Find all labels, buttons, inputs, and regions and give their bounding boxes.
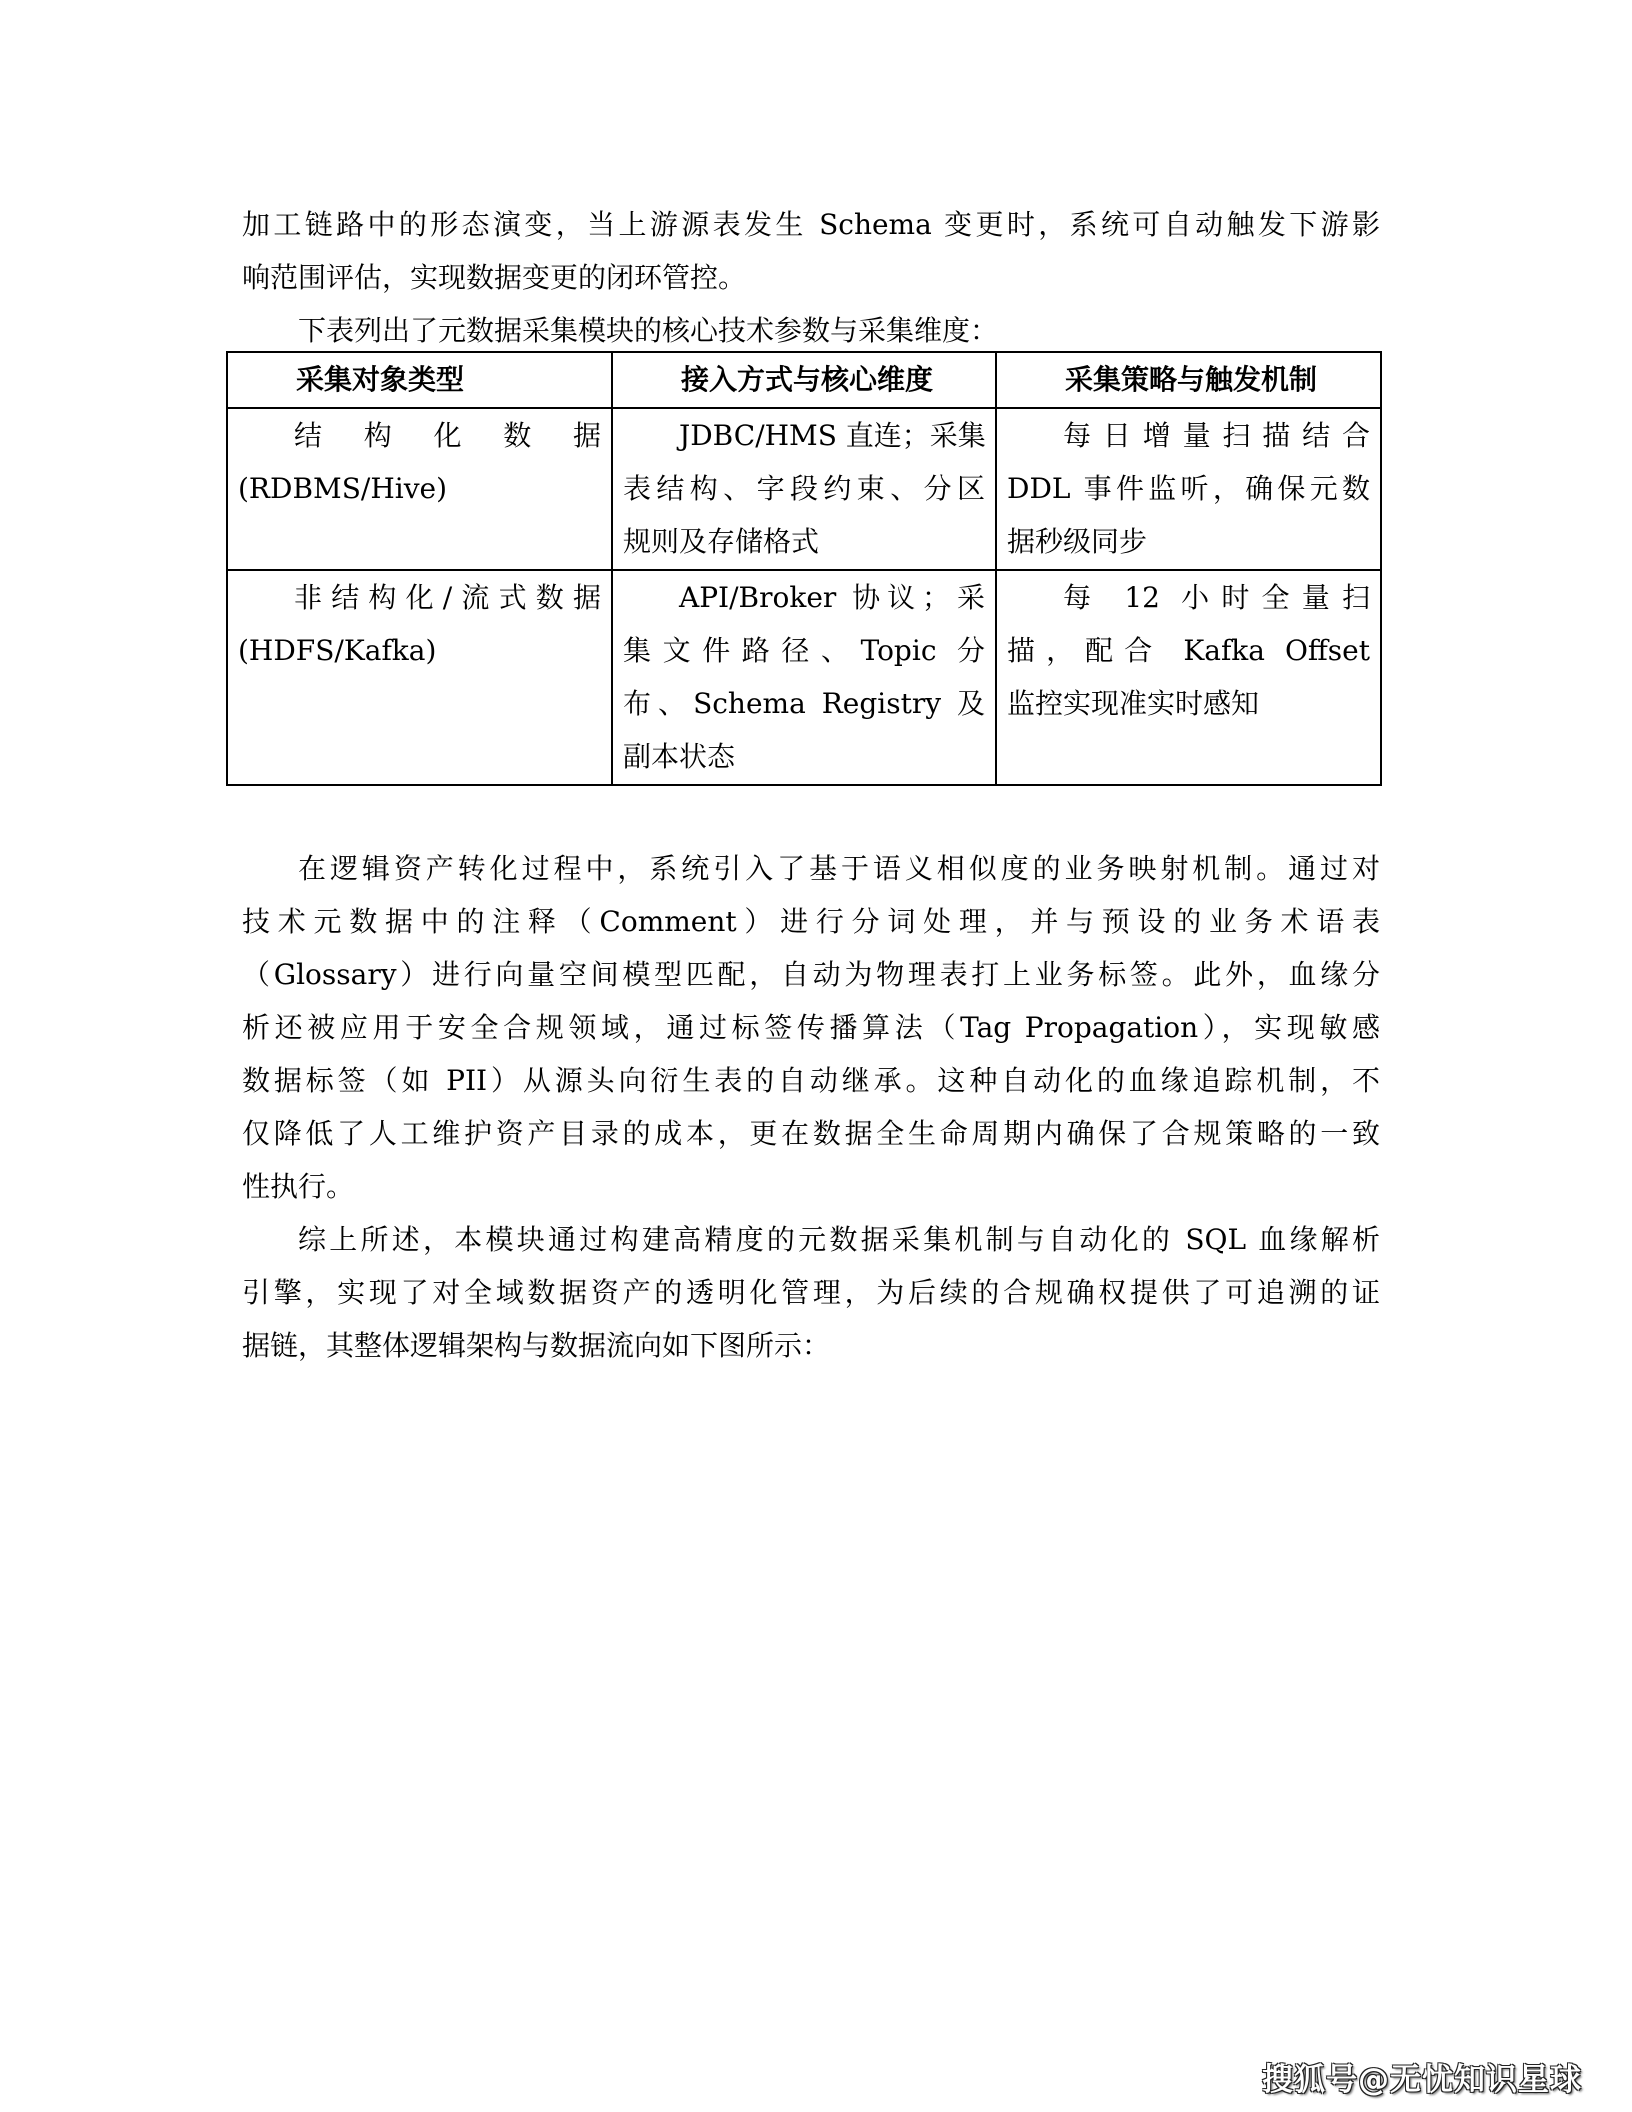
paragraph-line: 响范围评估，实现数据变更的闭环管控。 [242,261,747,294]
metadata-collection-table [226,351,1382,786]
paragraph-line: 仅降低了人工维护资产目录的成本，更在数据全生命周期内确保了合规策略的一致 [242,1117,1380,1150]
cell-line: 据秒级同步 [1007,525,1148,558]
cell-line: 每 12 小时全量扫 [1063,581,1370,614]
paragraph-summary [242,1213,1380,1372]
paragraph-line: 综上所述，本模块通过构建高精度的元数据采集机制与自动化的 SQL 血缘解析 [298,1223,1380,1256]
cell-object-type [227,570,612,785]
header-object-type: 采集对象类型 [227,352,612,408]
paragraph-line: 加工链路中的形态演变，当上游源表发生 Schema 变更时，系统可自动触发下游影 [242,208,1380,241]
cell-line: (RDBMS/Hive) [238,472,448,505]
paragraph-line: 析还被应用于安全合规领域，通过标签传播算法（Tag Propagation），实现敏感 [242,1011,1380,1044]
cell-strategy [996,408,1381,570]
table-row [227,570,1381,785]
cell-line: 结 构 化 数 据 [294,419,601,452]
cell-line: 布、Schema Registry 及 [623,687,985,720]
cell-object-type [227,408,612,570]
cell-line: 集文件路径、Topic 分 [623,634,985,667]
paragraph-line: 数据标签（如 PII）从源头向衍生表的自动继承。这种自动化的血缘追踪机制，不 [242,1064,1380,1097]
table-row [227,408,1381,570]
table-intro-text: 下表列出了元数据采集模块的核心技术参数与采集维度： [298,314,999,347]
cell-strategy [996,570,1381,785]
cell-line: 每日增量扫描结合 [1063,419,1370,452]
cell-line: (HDFS/Kafka) [238,634,437,667]
cell-line: 非结构化/流式数据 [294,581,601,614]
watermark-text: 搜狐号@无忧知识星球 [1262,2062,1582,2098]
paragraph-line: 技术元数据中的注释（Comment）进行分词处理，并与预设的业务术语表 [242,905,1380,938]
header-access-method: 接入方式与核心维度 [612,352,996,408]
cell-access-method [612,570,996,785]
cell-line: JDBC/HMS 直连；采集 [679,419,986,452]
paragraph-line: （Glossary）进行向量空间模型匹配，自动为物理表打上业务标签。此外，血缘分 [242,958,1380,991]
table-intro [242,304,1380,357]
cell-line: API/Broker 协议；采 [679,581,985,614]
header-strategy: 采集策略与触发机制 [996,352,1381,408]
paragraph-line: 在逻辑资产转化过程中，系统引入了基于语义相似度的业务映射机制。通过对 [298,852,1380,885]
paragraph-line: 性执行。 [242,1170,355,1203]
paragraph-schema-change [242,198,1380,304]
paragraph-line: 据链，其整体逻辑架构与数据流向如下图所示： [242,1329,831,1362]
paragraph-line: 引擎，实现了对全域数据资产的透明化管理，为后续的合规确权提供了可追溯的证 [242,1276,1380,1309]
table-header-row [227,352,1381,408]
cell-line: 规则及存储格式 [623,525,820,558]
cell-access-method [612,408,996,570]
cell-line: 副本状态 [623,740,736,773]
cell-line: 表结构、字段约束、分区 [623,472,985,505]
cell-line: 描，配合 Kafka Offset [1007,634,1370,667]
paragraph-semantic-mapping [242,842,1380,1213]
cell-line: 监控实现准实时感知 [1007,687,1260,720]
cell-line: DDL 事件监听，确保元数 [1007,472,1370,505]
